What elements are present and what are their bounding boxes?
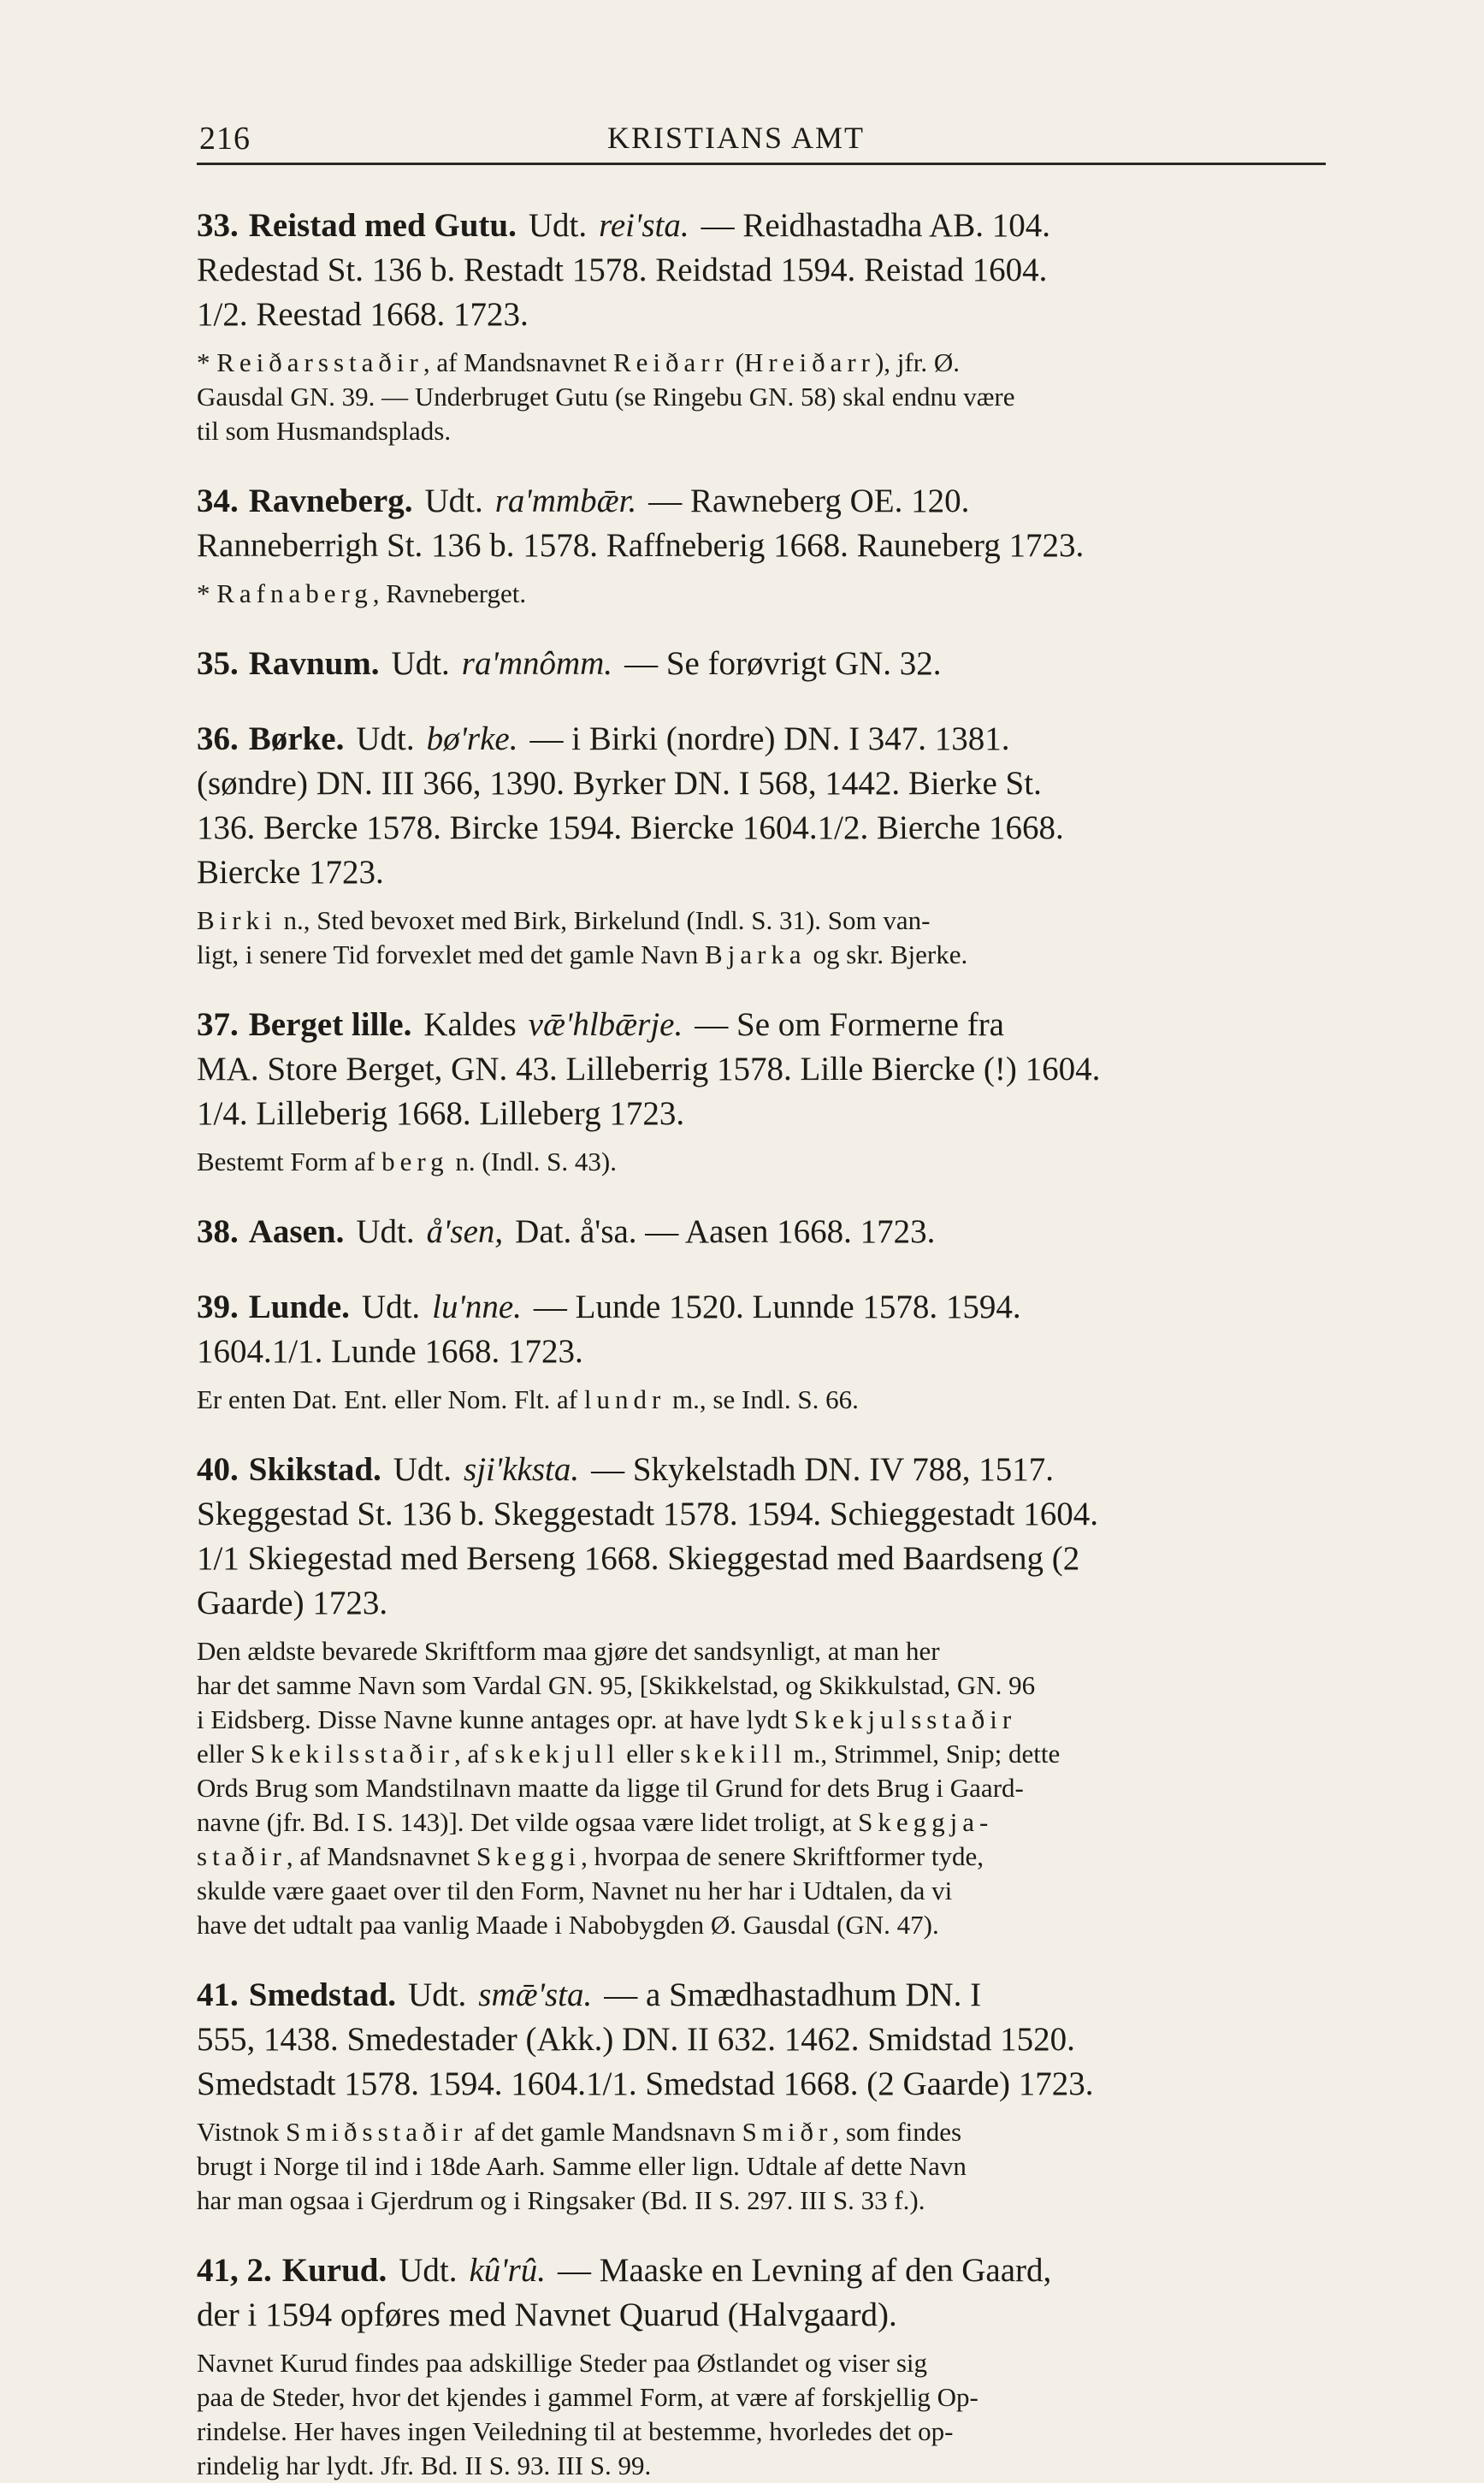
entry-number: 41, 2. — [197, 2252, 272, 2289]
udt-label: Udt. — [361, 1289, 421, 1325]
old-norse-form: Skeggi — [476, 1841, 582, 1871]
note-text: , af — [454, 1739, 495, 1769]
farm-name: Ravneberg. — [248, 483, 413, 519]
note-text: skulde være gaaet over til den Form, Navnet nu her har i Udtalen, da vi — [197, 1876, 953, 1905]
old-norse-form: skekjull — [494, 1739, 620, 1769]
old-norse-form: skekill — [680, 1739, 787, 1769]
old-norse-form: Skekilsstaðir — [250, 1739, 454, 1769]
note-text: rindelse. Her haves ingen Veiledning til at bestemme, hvorledes det op- — [197, 2416, 954, 2446]
old-norse-form: Skeggja- — [858, 1807, 994, 1837]
running-title: KRISTIANS AMT — [607, 121, 866, 155]
pronunciation: rei'sta. — [599, 207, 689, 244]
farm-entry — [197, 204, 1326, 448]
entry-text — [197, 1210, 1326, 1254]
udt-label: Kaldes — [423, 1006, 517, 1043]
etymology-note — [197, 346, 1326, 448]
note-text: n. (Indl. S. 43). — [448, 1147, 617, 1176]
etymology-note — [197, 1145, 1326, 1179]
entry-line: Gaarde) 1723. — [197, 1585, 388, 1621]
etymology-note — [197, 1634, 1326, 1942]
note-text: Den ældste bevarede Skriftform maa gjøre det sandsynligt, at man her — [197, 1636, 940, 1666]
farm-name: Berget lille. — [248, 1006, 412, 1043]
note-text: have det udtalt paa vanlig Maade i Nabobygden Ø. Gausdal (GN. 47). — [197, 1910, 939, 1940]
entry-line: Dat. å'sa. — Aasen 1668. 1723. — [515, 1213, 936, 1250]
old-norse-form: Rafnaberg — [216, 578, 373, 608]
note-text: eller — [619, 1739, 681, 1769]
entry-number: 41. — [197, 1976, 239, 2013]
entry-line: (søndre) DN. III 366, 1390. Byrker DN. I 568, 1442. Bierke St. — [197, 765, 1042, 802]
entry-number: 39. — [197, 1289, 239, 1325]
entry-line: MA. Store Berget, GN. 43. Lilleberrig 1578. Lille Biercke (!) 1604. — [197, 1051, 1101, 1087]
udt-label: Udt. — [393, 1451, 452, 1488]
note-text: m., se Indl. S. 66. — [665, 1384, 859, 1414]
farm-name: Skikstad. — [248, 1451, 381, 1488]
farm-name: Ravnum. — [248, 645, 380, 682]
entry-number: 38. — [197, 1213, 239, 1250]
udt-label: Udt. — [528, 207, 588, 244]
entry-line: — Se om Formerne fra — [695, 1006, 1004, 1043]
note-text: , Ravneberget. — [372, 578, 527, 608]
entry-number: 40. — [197, 1451, 239, 1488]
note-text: rindelig har lydt. Jfr. Bd. II S. 93. III S. 99. — [197, 2450, 652, 2480]
note-text: Vistnok — [197, 2117, 287, 2147]
old-norse-form: lundr — [583, 1384, 666, 1414]
old-norse-form: Reiðarsstaðir — [216, 347, 423, 377]
pronunciation: ra'mnômm. — [461, 645, 613, 682]
pronunciation: lu'nne. — [432, 1289, 522, 1325]
note-text: af det gamle Mandsnavn — [467, 2117, 742, 2147]
etymology-note — [197, 2115, 1326, 2218]
old-norse-form: Skekjulsstaðir — [794, 1704, 1017, 1734]
farm-name: Kurud. — [281, 2252, 387, 2289]
entry-line: 1/4. Lilleberig 1668. Lilleberg 1723. — [197, 1095, 685, 1132]
note-text: Navnet Kurud findes paa adskillige Steder paa Østlandet og viser sig — [197, 2348, 927, 2378]
entry-line: — Reidhastadha AB. 104. — [701, 207, 1050, 244]
udt-label: Udt. — [356, 720, 415, 757]
page-number: 216 — [199, 121, 251, 157]
entry-text — [197, 717, 1326, 895]
note-text: * — [197, 347, 217, 377]
entry-line: 1604.1/1. Lunde 1668. 1723. — [197, 1333, 583, 1370]
entry-line: Skeggestad St. 136 b. Skeggestadt 1578. 1594. Schieggestadt 1604. — [197, 1496, 1098, 1532]
farm-entry — [197, 1973, 1326, 2218]
entry-text — [197, 1973, 1326, 2107]
text-column — [197, 204, 1326, 2483]
pronunciation: bø'rke. — [426, 720, 518, 757]
pronunciation: vǣ'hlbǣrje. — [528, 1006, 683, 1043]
page-header — [197, 120, 1326, 165]
entry-text — [197, 1285, 1326, 1374]
entry-line: — Lunde 1520. Lunnde 1578. 1594. — [533, 1289, 1021, 1325]
entry-line: — Maaske en Levning af den Gaard, — [558, 2252, 1052, 2289]
old-norse-form: Reiðarr — [612, 347, 729, 377]
note-text: navne (jfr. Bd. I S. 143)]. Det vilde ogsaa være lidet troligt, at — [197, 1807, 859, 1837]
note-text: paa de Steder, hvor det kjendes i gammel Form, at være af forskjellig Op- — [197, 2382, 978, 2412]
entry-text — [197, 2249, 1326, 2338]
note-text: Er enten Dat. Ent. eller Nom. Flt. af — [197, 1384, 584, 1414]
farm-entry — [197, 479, 1326, 611]
farm-name: Børke. — [248, 720, 345, 757]
note-text: har det samme Navn som Vardal GN. 95, [Skikkelstad, og Skikkulstad, GN. 96 — [197, 1670, 1036, 1700]
note-text: Ords Brug som Mandstilnavn maatte da ligge til Grund for dets Brug i Gaard- — [197, 1773, 1024, 1803]
note-text: eller — [197, 1739, 251, 1769]
etymology-note — [197, 1383, 1326, 1417]
entry-text — [197, 204, 1326, 337]
farm-entry — [197, 1448, 1326, 1942]
note-text: * — [197, 578, 217, 608]
note-text: ), jfr. Ø. — [874, 347, 960, 377]
old-norse-form: berg — [381, 1147, 449, 1176]
note-text: Gausdal GN. 39. — Underbruget Gutu (se Ringebu GN. 58) skal endnu være — [197, 382, 1015, 412]
entry-line: Redestad St. 136 b. Restadt 1578. Reidstad 1594. Reistad 1604. — [197, 252, 1048, 288]
note-text: og skr. Bjerke. — [806, 939, 968, 969]
entry-text — [197, 479, 1326, 568]
old-norse-form: Bjarka — [705, 939, 807, 969]
entry-line: — Rawneberg OE. 120. — [648, 483, 970, 519]
farm-name: Reistad med Gutu. — [248, 207, 517, 244]
entry-line: der i 1594 opføres med Navnet Quarud (Halvgaard). — [197, 2296, 897, 2333]
note-text: m., Strimmel, Snip; dette — [786, 1739, 1061, 1769]
entry-number: 36. — [197, 720, 239, 757]
old-norse-form: Smiðr — [742, 2117, 833, 2147]
note-text: , af Mandsnavnet — [286, 1841, 476, 1871]
old-norse-form: staðir — [197, 1841, 287, 1871]
note-text: ( — [728, 347, 744, 377]
old-norse-form: Birki — [197, 905, 277, 935]
entry-line: Biercke 1723. — [197, 854, 384, 891]
note-text: , som findes — [832, 2117, 962, 2147]
etymology-note — [197, 2346, 1326, 2483]
udt-label: Udt. — [391, 645, 450, 682]
entry-line: 136. Bercke 1578. Bircke 1594. Biercke 1604.1/2. Bierche 1668. — [197, 809, 1064, 846]
etymology-note — [197, 904, 1326, 972]
farm-name: Lunde. — [248, 1289, 350, 1325]
note-text: har man ogsaa i Gjerdrum og i Ringsaker (Bd. II S. 297. III S. 33 f.). — [197, 2185, 925, 2215]
note-text: til som Husmandsplads. — [197, 416, 452, 446]
pronunciation: ra'mmbǣr. — [494, 483, 637, 519]
farm-entry — [197, 1210, 1326, 1254]
old-norse-form: Hreiðarr — [743, 347, 875, 377]
etymology-note — [197, 577, 1326, 611]
note-text: Bestemt Form af — [197, 1147, 382, 1176]
entry-line: 1/2. Reestad 1668. 1723. — [197, 296, 529, 333]
note-text: brugt i Norge til ind i 18de Aarh. Samme eller lign. Udtale af dette Navn — [197, 2151, 967, 2181]
farm-name: Smedstad. — [248, 1976, 397, 2013]
note-text: , hvorpaa de senere Skriftformer tyde, — [581, 1841, 984, 1871]
farm-entry — [197, 1003, 1326, 1179]
entry-text — [197, 642, 1326, 686]
entry-line: — i Birki (nordre) DN. I 347. 1381. — [529, 720, 1010, 757]
entry-line: 1/1 Skiegestad med Berseng 1668. Skieggestad med Baardseng (2 — [197, 1540, 1080, 1577]
entry-number: 33. — [197, 207, 239, 244]
pronunciation: å'sen, — [426, 1213, 504, 1250]
udt-label: Udt. — [424, 483, 483, 519]
note-text: , af Mandsnavnet — [423, 347, 613, 377]
farm-entry — [197, 1285, 1326, 1417]
pronunciation: kû'rû. — [469, 2252, 547, 2289]
farm-entry — [197, 2249, 1326, 2483]
entry-text — [197, 1448, 1326, 1626]
note-text: n., Sted bevoxet med Birk, Birkelund (Indl. S. 31). Som van- — [276, 905, 931, 935]
entry-line: Smedstadt 1578. 1594. 1604.1/1. Smedstad 1668. (2 Gaarde) 1723. — [197, 2065, 1094, 2102]
entry-number: 34. — [197, 483, 239, 519]
entry-line: — Skykelstadh DN. IV 788, 1517. — [591, 1451, 1055, 1488]
farm-name: Aasen. — [248, 1213, 345, 1250]
note-text: ligt, i senere Tid forvexlet med det gamle Navn — [197, 939, 706, 969]
entry-number: 37. — [197, 1006, 239, 1043]
udt-label: Udt. — [356, 1213, 415, 1250]
old-norse-form: Smiðsstaðir — [286, 2117, 468, 2147]
entry-number: 35. — [197, 645, 239, 682]
entry-line: Ranneberrigh St. 136 b. 1578. Raffneberig 1668. Rauneberg 1723. — [197, 527, 1085, 564]
pronunciation: sji'kksta. — [464, 1451, 580, 1488]
entry-text — [197, 1003, 1326, 1136]
entry-line: — a Smædhastadhum DN. I — [604, 1976, 982, 2013]
note-text: i Eidsberg. Disse Navne kunne antages opr. at have lydt — [197, 1704, 795, 1734]
pronunciation: smǣ'sta. — [478, 1976, 593, 2013]
entry-line: — Se forøvrigt GN. 32. — [624, 645, 942, 682]
farm-entry — [197, 717, 1326, 972]
farm-entry — [197, 642, 1326, 686]
udt-label: Udt. — [408, 1976, 467, 2013]
entry-line: 555, 1438. Smedestader (Akk.) DN. II 632. 1462. Smidstad 1520. — [197, 2021, 1075, 2058]
udt-label: Udt. — [399, 2252, 458, 2289]
